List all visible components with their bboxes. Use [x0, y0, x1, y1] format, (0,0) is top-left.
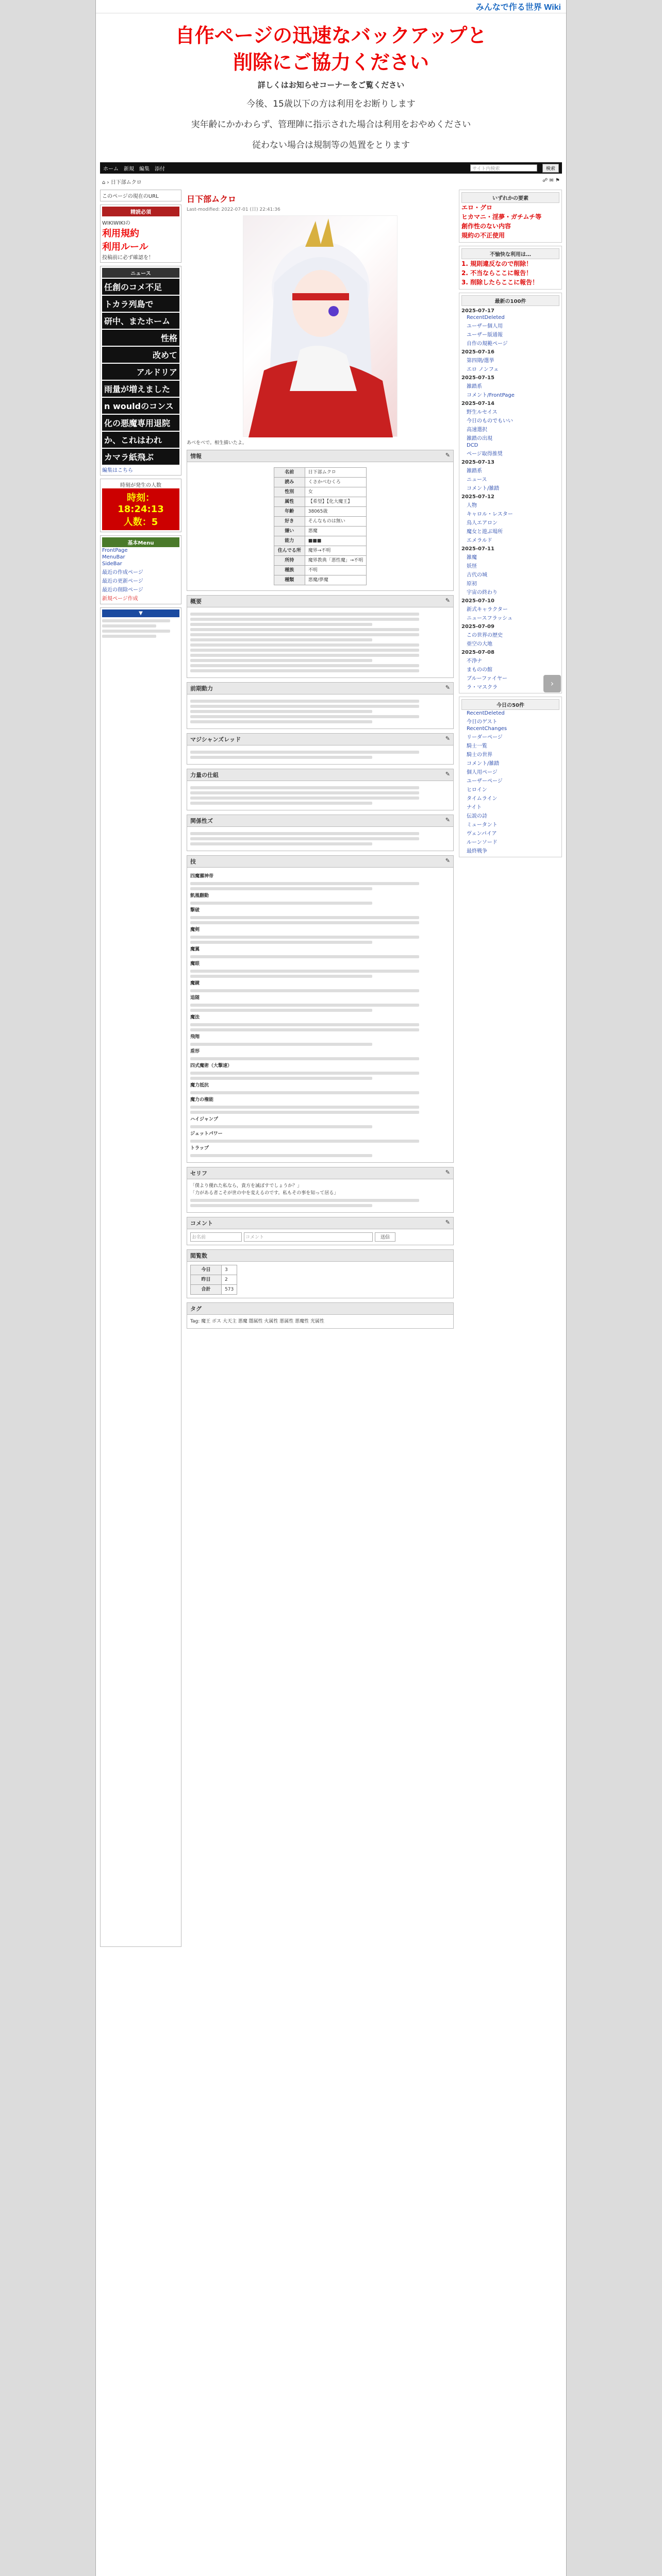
timer-label: 時刻が発生の人数	[120, 483, 161, 488]
overview-heading: 概要	[190, 598, 202, 605]
skill-name: 魔剣	[190, 927, 200, 933]
skill-name: トラップ	[190, 1146, 209, 1151]
recent-item[interactable]: ページ取得推奨	[467, 451, 503, 457]
skill-name: ジェットパワー	[190, 1131, 223, 1137]
recent-date: 2025-07-09	[461, 624, 494, 630]
base-menu	[100, 535, 181, 604]
edit-icon[interactable]: ✎	[445, 735, 450, 742]
recent-item[interactable]: 人物	[467, 503, 477, 509]
today-item[interactable]: リーダーページ	[467, 735, 503, 740]
today-item[interactable]: ミュータント	[467, 822, 498, 828]
recent-item[interactable]: 亜空の大地	[467, 641, 492, 647]
notice-sub: 詳しくはお知らせコーナーをご覧ください	[257, 80, 405, 90]
news-item[interactable]: 任創のコメ不足	[102, 279, 179, 295]
today-item[interactable]: 最終戦争	[467, 849, 487, 854]
table-row	[191, 1285, 237, 1295]
recent-date: 2025-07-11	[461, 546, 494, 552]
stat-key: 今日	[191, 1265, 222, 1275]
recent-item[interactable]: 不浄ナ	[467, 658, 482, 664]
skill-name: 魔翼	[190, 947, 200, 952]
info-key: 性別	[274, 487, 305, 497]
people-count: 人数：5	[123, 517, 158, 528]
recent-item[interactable]: 雑魔	[467, 555, 477, 561]
action-item[interactable]: 3. 削除したらここに報告！	[461, 279, 539, 286]
recent-item[interactable]: RecentDeleted	[467, 315, 505, 320]
edit-icon[interactable]: ✎	[445, 771, 450, 777]
stats-table	[190, 1265, 237, 1295]
skill-name: 魔鏡	[190, 981, 200, 986]
today-item[interactable]: ルーンソード	[467, 840, 498, 845]
submit-button[interactable]: 送信	[375, 1232, 395, 1242]
skill-name: 魔眼	[190, 961, 200, 967]
logo-text: みんなで作る世界	[475, 3, 542, 12]
menu-item[interactable]: 最近の更新ページ	[102, 579, 143, 584]
menu-bar	[100, 162, 562, 174]
menu-item[interactable]: 最近の作成ページ	[102, 570, 143, 575]
tags-list[interactable]: Tag: 魔王 ボス 大天主 悪魔 闇属性 火属性 悪属性 悪魔性 光属性	[190, 1319, 325, 1324]
skill-name: ハイジャンプ	[190, 1117, 218, 1122]
name-field[interactable]: お名前	[190, 1232, 242, 1242]
left-more	[100, 607, 181, 1947]
notice-rule1: 今後、15歳以下の方は利用をお断りします	[246, 99, 416, 109]
notice-line1: 自作ページの迅速なバックアップと	[175, 25, 487, 47]
recent-item[interactable]: ユーザー個人用	[467, 324, 503, 329]
table-row	[274, 536, 367, 546]
last-modified: Last-modified: 2022-07-01 (日) 22:41:36	[187, 207, 280, 212]
table-row	[274, 468, 367, 478]
wiki-label: WIKIWIKIの	[102, 221, 130, 226]
skills-section	[187, 855, 454, 1163]
news-item[interactable]: 化の悪魔専用退院	[102, 415, 179, 431]
info-val: くさかべむくろ	[305, 478, 367, 487]
site-logo[interactable]	[476, 1, 561, 12]
table-row	[274, 566, 367, 575]
past-heading: 前期動力	[190, 685, 213, 692]
recent-item[interactable]: 鳥人エアロン	[467, 520, 498, 526]
table-row	[274, 517, 367, 527]
today-item[interactable]: コメント/雑踏	[467, 761, 500, 767]
enemy-heading: マジシャンズレッド	[190, 736, 241, 743]
recent-item[interactable]: キャロル・レスター	[467, 512, 513, 517]
notice-banner	[96, 13, 566, 157]
info-val: 魔界教典「悪性魔」→不明	[305, 556, 367, 566]
today-item[interactable]: 今日のゲスト	[467, 719, 498, 725]
power-heading: 力量の仕組	[190, 772, 219, 778]
quote: 「力がある者こそが世の中を変えるのです。私もその事を知って居る」	[190, 1191, 339, 1196]
recent-item[interactable]: エメラルド	[467, 538, 492, 544]
recent-item[interactable]: 古代の城	[467, 572, 487, 578]
recent-date: 2025-07-12	[461, 494, 494, 500]
share-icons[interactable]: ☍ ✉ ⚑	[542, 178, 560, 183]
info-val: 魔界→不明	[305, 546, 367, 556]
quotes-section	[187, 1167, 454, 1213]
stats-heading: 閲覧数	[190, 1252, 207, 1259]
today-item[interactable]: タイムライン	[467, 796, 498, 802]
prohibited-heading: いずれかの要素	[461, 192, 559, 203]
menu-home[interactable]: ホーム	[103, 166, 119, 172]
prohibited-item: 規約の不正使用	[461, 232, 505, 239]
info-key: 年齢	[274, 507, 305, 517]
info-key: 属性	[274, 497, 305, 507]
news-heading: ニュース	[102, 268, 179, 278]
recent-item[interactable]: 野生ルセイス	[467, 410, 498, 415]
logo-text2: Wiki	[544, 3, 561, 12]
info-key: 所持	[274, 556, 305, 566]
recent-item[interactable]: 魔女と遊ぶ場所	[467, 529, 503, 535]
edit-icon[interactable]: ✎	[445, 817, 450, 823]
today-box	[459, 697, 562, 857]
info-val: 日下部ムクロ	[305, 468, 367, 478]
recent-date: 2025-07-14	[461, 401, 494, 406]
info-key: 好き	[274, 517, 305, 527]
left-sidebar	[100, 190, 181, 1950]
info-val: 38065歳	[305, 507, 367, 517]
skill-name: 四魔瀬神帝	[190, 874, 214, 879]
recent-heading: 最新の100件	[461, 295, 559, 306]
table-row	[274, 478, 367, 487]
power-section	[187, 769, 454, 810]
stat-val: 3	[222, 1265, 237, 1275]
info-val: 【希望】【化大魔王】	[305, 497, 367, 507]
stat-val: 2	[222, 1275, 237, 1285]
skill-name: 魔法	[190, 1015, 200, 1020]
recent-item[interactable]: 雑踏系	[467, 384, 482, 389]
url-box[interactable]: このページの現在のURL	[100, 190, 181, 201]
scroll-top-button[interactable]: ›	[543, 675, 561, 692]
news-item[interactable]: カマラ紙飛ぶ	[102, 449, 179, 465]
table-row	[274, 556, 367, 566]
stat-key: 昨日	[191, 1275, 222, 1285]
quotes-heading: セリフ	[190, 1170, 207, 1177]
timer-box	[100, 479, 181, 532]
recent-item[interactable]: ラ・マスクラ	[467, 685, 498, 690]
info-val: 悪魔/夢魔	[305, 575, 367, 585]
news-item[interactable]: 性格	[102, 330, 179, 346]
quote: 「僕より優れた私なら，貴方を滅ぼすでしょうか？」	[190, 1183, 302, 1189]
info-key: 嫌い	[274, 527, 305, 536]
skill-name: 凱凰翻動	[190, 893, 209, 899]
recent-item[interactable]: ブルーファイヤー	[467, 676, 507, 682]
rule-link-b[interactable]: 利用ルール	[102, 242, 148, 252]
today-item[interactable]: 伝説の詩	[467, 814, 487, 819]
timer-value: 時刻：18:24:13	[118, 493, 164, 515]
recent-item[interactable]: 雑踏の出現	[467, 436, 492, 442]
stat-key: 合計	[191, 1285, 222, 1295]
table-row	[191, 1275, 237, 1285]
recent-date: 2025-07-10	[461, 598, 494, 604]
action-item[interactable]: 2. 不当ならここに報告！	[461, 269, 533, 277]
breadcrumb-current: 日下部ムクロ	[110, 180, 142, 185]
character-illustration	[243, 215, 398, 437]
search-button[interactable]: 検索	[542, 164, 559, 173]
news-box	[100, 266, 181, 476]
prohibited-item: 創作性のない内容	[461, 223, 511, 230]
recent-date: 2025-07-17	[461, 308, 494, 314]
edit-icon[interactable]: ✎	[445, 857, 450, 864]
must-read-heading: 精読必須	[102, 207, 179, 216]
today-item[interactable]: RecentChanges	[467, 726, 507, 732]
relation-heading: 関係性ズ	[190, 818, 213, 824]
recent-item[interactable]: DCD	[467, 443, 478, 448]
page-wrapper	[95, 0, 567, 2576]
prohibited-box	[459, 190, 562, 243]
info-key: 読み	[274, 478, 305, 487]
menu-heading: 基本Menu	[102, 537, 179, 547]
table-row	[274, 575, 367, 585]
notice-rule2: 実年齢にかかわらず、管理陣に指示された場合は利用をおやめください	[191, 120, 471, 130]
table-row	[274, 487, 367, 497]
info-val: 悪魔	[305, 527, 367, 536]
table-row	[274, 497, 367, 507]
overview-section	[187, 595, 454, 678]
news-item[interactable]: トカラ列島で	[102, 296, 179, 312]
actions-heading: 不愉快な利用は…	[461, 248, 559, 259]
more-heading: ▼	[102, 609, 179, 617]
actions-box	[459, 246, 562, 290]
news-item[interactable]: アルドリア	[102, 364, 179, 380]
info-heading: 情報	[190, 453, 202, 460]
menu-item[interactable]: SideBar	[102, 561, 122, 567]
skill-name: 盾形	[190, 1049, 200, 1054]
right-sidebar	[459, 190, 562, 1950]
menu-new[interactable]: 新規	[124, 166, 134, 172]
today-item[interactable]: 個人用ページ	[467, 770, 498, 775]
table-row	[191, 1265, 237, 1275]
recent-item[interactable]: 高速選択	[467, 427, 487, 433]
menu-item[interactable]: MenuBar	[102, 554, 125, 560]
news-item[interactable]: 改めて	[102, 347, 179, 363]
info-section	[187, 450, 454, 591]
search-input[interactable]: サイト内検索	[470, 164, 537, 172]
info-key: 能力	[274, 536, 305, 546]
main-content	[187, 190, 454, 1950]
recent-date: 2025-07-13	[461, 460, 494, 465]
notice-rule3: 従わない場合は規制等の処置をとります	[252, 140, 410, 150]
news-item[interactable]: 研中、またホーム	[102, 313, 179, 329]
info-table	[274, 467, 367, 585]
today-item[interactable]: 騎士一覧	[467, 743, 487, 749]
recent-item[interactable]: コメント/雑踏	[467, 486, 500, 492]
news-item[interactable]: か、これはわれ	[102, 432, 179, 448]
today-item[interactable]: ヒロイン	[467, 787, 487, 793]
menu-item[interactable]: 最近の削除ページ	[102, 587, 143, 593]
today-heading: 今日の50件	[461, 699, 559, 710]
tags-heading: タグ	[190, 1306, 202, 1312]
comment-heading: コメント	[190, 1220, 213, 1227]
breadcrumb: ⌂ › 日下部ムクロ ☍ ✉ ⚑	[102, 178, 560, 185]
recent-item[interactable]: 自作の規範ページ	[467, 341, 508, 347]
table-row	[274, 527, 367, 536]
today-item[interactable]: ユーザーページ	[467, 778, 503, 784]
recent-item[interactable]: エロ ノンフェ	[467, 367, 499, 372]
table-row	[274, 507, 367, 517]
info-val: ■■■	[305, 536, 367, 546]
news-item[interactable]: 雨量が増えました	[102, 381, 179, 397]
info-key: 名前	[274, 468, 305, 478]
skill-name: 四式魔術（大撃速）	[190, 1063, 233, 1069]
top-bar	[96, 0, 566, 13]
rule-note: 投稿前に必ず確認を！	[102, 255, 154, 261]
image-caption: あべをべで。相生描いたよ。	[187, 440, 247, 446]
skill-name: 撃破	[190, 908, 200, 913]
news-item[interactable]: n wouldのコンス	[102, 398, 179, 414]
edit-icon[interactable]: ✎	[445, 684, 450, 691]
recent-item[interactable]: まものの館	[467, 667, 492, 673]
recent-item[interactable]: ニュースフラッシュ	[467, 616, 513, 621]
skill-name: 魔力抵抗	[190, 1083, 209, 1088]
today-item[interactable]: ナイト	[467, 805, 482, 810]
recent-date: 2025-07-15	[461, 375, 494, 381]
comment-field[interactable]: コメント	[244, 1232, 373, 1242]
page-title: 日下部ムクロ	[187, 194, 237, 204]
recent-item[interactable]: 今日のものでもいい	[467, 418, 513, 424]
recent-box	[459, 293, 562, 693]
recent-item[interactable]: この世界の歴史	[467, 633, 503, 638]
recent-item[interactable]: コメント/FrontPage	[467, 393, 515, 398]
table-row	[274, 546, 367, 556]
recent-item[interactable]: ニュース	[467, 477, 487, 483]
rules-box	[100, 205, 181, 263]
prohibited-item: エロ・グロ	[461, 204, 493, 211]
recent-item[interactable]: 雑踏系	[467, 468, 482, 474]
skill-name: 追随	[190, 995, 200, 1001]
skills-heading: 技	[190, 858, 196, 865]
info-key: 種族	[274, 566, 305, 575]
character-image	[243, 216, 398, 437]
recent-date: 2025-07-08	[461, 650, 494, 655]
skill-name: 魔力の権能	[190, 1097, 214, 1103]
edit-icon[interactable]: ✎	[445, 1219, 450, 1226]
comment-section	[187, 1217, 454, 1245]
recent-item[interactable]: 新式キャラクター	[467, 607, 508, 613]
recent-item[interactable]: 原初	[467, 581, 477, 587]
enemy-section	[187, 733, 454, 765]
menu-item[interactable]: FrontPage	[102, 548, 128, 553]
relation-section	[187, 815, 454, 851]
today-item[interactable]: ヴェンパイア	[467, 831, 497, 837]
stat-val: 573	[222, 1285, 237, 1295]
menu-item[interactable]: 新規ページ作成	[102, 596, 138, 602]
recent-item[interactable]: 宇宙の終わり	[467, 590, 498, 596]
menu-edit[interactable]: 編集	[139, 166, 150, 172]
recent-date: 2025-07-16	[461, 349, 494, 355]
edit-here-link[interactable]: 編集はこちら	[102, 468, 133, 473]
menu-attach[interactable]: 添付	[155, 166, 165, 172]
today-item[interactable]: 騎士の世界	[467, 752, 492, 758]
notice-line2: 削除にご協力ください	[233, 52, 429, 74]
edit-icon[interactable]: ✎	[445, 1169, 450, 1176]
info-key: 住んでる所	[274, 546, 305, 556]
rule-link-a[interactable]: 利用規約	[102, 228, 139, 239]
timer	[102, 488, 179, 530]
past-section	[187, 682, 454, 729]
tags-section	[187, 1302, 454, 1329]
today-item[interactable]: RecentDeleted	[467, 710, 505, 716]
home-icon[interactable]: ⌂	[102, 180, 106, 185]
recent-item[interactable]: ユーザー版通報	[467, 332, 503, 338]
edit-icon[interactable]: ✎	[445, 597, 450, 604]
info-val: 不明	[305, 566, 367, 575]
recent-item[interactable]: 妖怪	[467, 564, 477, 569]
info-key: 種類	[274, 575, 305, 585]
edit-icon[interactable]: ✎	[445, 452, 450, 459]
info-val: 女	[305, 487, 367, 497]
info-val: そんなものは無い	[305, 517, 367, 527]
skill-name: 飛翔	[190, 1035, 200, 1040]
stats-section	[187, 1249, 454, 1298]
recent-item[interactable]: 第四期/選挙	[467, 358, 494, 364]
action-item[interactable]: 1. 規則違反なので削除！	[461, 260, 533, 267]
prohibited-item: ヒカマニ・淫夢・ガチムチ等	[461, 213, 542, 221]
